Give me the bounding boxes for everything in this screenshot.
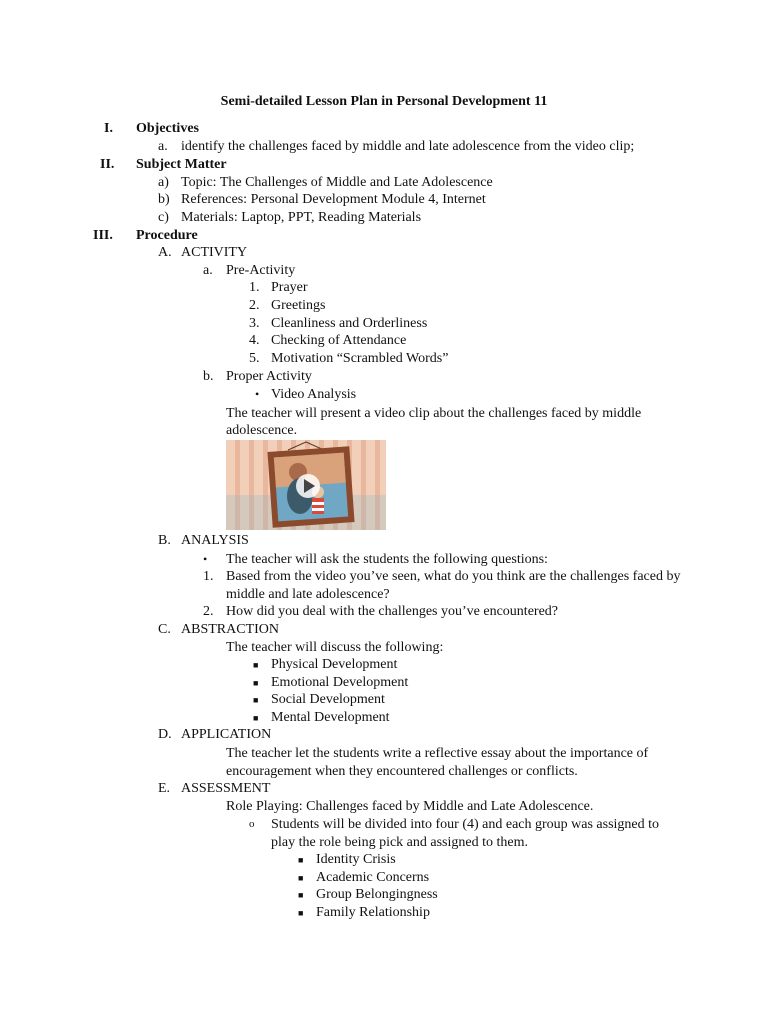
assessment-sub-text: Students will be divided into four (4) and each group was assigned to — [271, 817, 660, 832]
objectives-number: I. — [104, 121, 113, 136]
proper-activity-label: Proper Activity — [226, 369, 312, 384]
subject-item-materials: Materials: Laptop, PPT, Reading Materials — [181, 210, 422, 225]
square-bullet: ■ — [298, 908, 304, 918]
abstraction-intro: The teacher will discuss the following: — [226, 640, 444, 655]
assessment-item: Family Relationship — [316, 905, 430, 920]
analysis-question-marker: 2. — [203, 604, 214, 619]
square-bullet: ■ — [253, 678, 259, 688]
square-bullet: ■ — [253, 695, 259, 705]
pre-activity-item-marker: 5. — [249, 351, 260, 366]
analysis-question-marker: 1. — [203, 569, 214, 584]
pre-activity-item: Motivation “Scrambled Words” — [271, 351, 449, 366]
assessment-item: Academic Concerns — [316, 870, 430, 885]
pre-activity-label: Pre-Activity — [226, 263, 296, 278]
assessment-item: Group Belongingness — [316, 887, 438, 902]
analysis-question-1: Based from the video you’ve seen, what do you think are the challenges faced by — [226, 569, 681, 584]
abstraction-heading: ABSTRACTION — [181, 622, 280, 637]
analysis-marker: B. — [158, 533, 171, 548]
document-title: Semi-detailed Lesson Plan in Personal Development 11 — [220, 94, 548, 109]
square-bullet: ■ — [298, 873, 304, 883]
assessment-item: Identity Crisis — [316, 852, 396, 867]
application-heading: APPLICATION — [181, 727, 272, 742]
assessment-marker: E. — [158, 781, 171, 796]
video-thumbnail[interactable] — [226, 440, 386, 530]
abstraction-marker: C. — [158, 622, 171, 637]
square-bullet: ■ — [253, 713, 259, 723]
video-thumbnail-illustration — [226, 440, 386, 530]
assessment-intro: Role Playing: Challenges faced by Middle and Late Adolescence. — [226, 799, 594, 814]
pre-activity-item: Greetings — [271, 298, 326, 313]
application-text: The teacher let the students write a reflective essay about the importance of — [226, 746, 649, 761]
subject-item-marker: c) — [158, 210, 169, 225]
video-analysis-bullet: Video Analysis — [271, 387, 357, 402]
circle-bullet: o — [249, 818, 255, 830]
proper-activity-marker: b. — [203, 369, 214, 384]
pre-activity-item: Cleanliness and Orderliness — [271, 316, 428, 331]
subject-item-marker: a) — [158, 175, 169, 190]
objective-text: identify the challenges faced by middle and late adolescence from the video clip; — [181, 139, 635, 154]
square-bullet: ■ — [298, 855, 304, 865]
procedure-heading: Procedure — [136, 228, 198, 243]
pre-activity-marker: a. — [203, 263, 213, 278]
subject-item-references: References: Personal Development Module 4, Internet — [181, 192, 486, 207]
subject-matter-number: II. — [100, 157, 115, 172]
abstraction-item: Physical Development — [271, 657, 398, 672]
pre-activity-item: Prayer — [271, 280, 308, 295]
assessment-sub-text-cont: play the role being pick and assigned to them. — [271, 835, 528, 850]
pre-activity-item-marker: 4. — [249, 333, 260, 348]
analysis-intro: The teacher will ask the students the following questions: — [226, 552, 548, 567]
pre-activity-item-marker: 2. — [249, 298, 260, 313]
analysis-heading: ANALYSIS — [181, 533, 249, 548]
activity-marker: A. — [158, 245, 172, 260]
objectives-heading: Objectives — [136, 121, 199, 136]
application-marker: D. — [158, 727, 172, 742]
proper-activity-desc: adolescence. — [226, 423, 298, 438]
activity-heading: ACTIVITY — [181, 245, 248, 260]
subject-item-marker: b) — [158, 192, 170, 207]
bullet-glyph: • — [203, 552, 208, 566]
analysis-question-1-cont: middle and late adolescence? — [226, 587, 390, 602]
square-bullet: ■ — [253, 660, 259, 670]
abstraction-item: Emotional Development — [271, 675, 409, 690]
objective-marker: a. — [158, 139, 168, 154]
bullet-glyph: • — [255, 387, 260, 401]
pre-activity-item: Checking of Attendance — [271, 333, 407, 348]
subject-item-topic: Topic: The Challenges of Middle and Late Adolescence — [181, 175, 493, 190]
application-text-cont: encouragement when they encountered challenges or conflicts. — [226, 764, 578, 779]
proper-activity-desc: The teacher will present a video clip about the challenges faced by middle — [226, 406, 642, 421]
abstraction-item: Mental Development — [271, 710, 390, 725]
square-bullet: ■ — [298, 890, 304, 900]
procedure-number: III. — [93, 228, 113, 243]
subject-matter-heading: Subject Matter — [136, 157, 227, 172]
pre-activity-item-marker: 3. — [249, 316, 260, 331]
abstraction-item: Social Development — [271, 692, 385, 707]
analysis-question-2: How did you deal with the challenges you’ve encountered? — [226, 604, 559, 619]
pre-activity-item-marker: 1. — [249, 280, 260, 295]
assessment-heading: ASSESSMENT — [181, 781, 271, 796]
